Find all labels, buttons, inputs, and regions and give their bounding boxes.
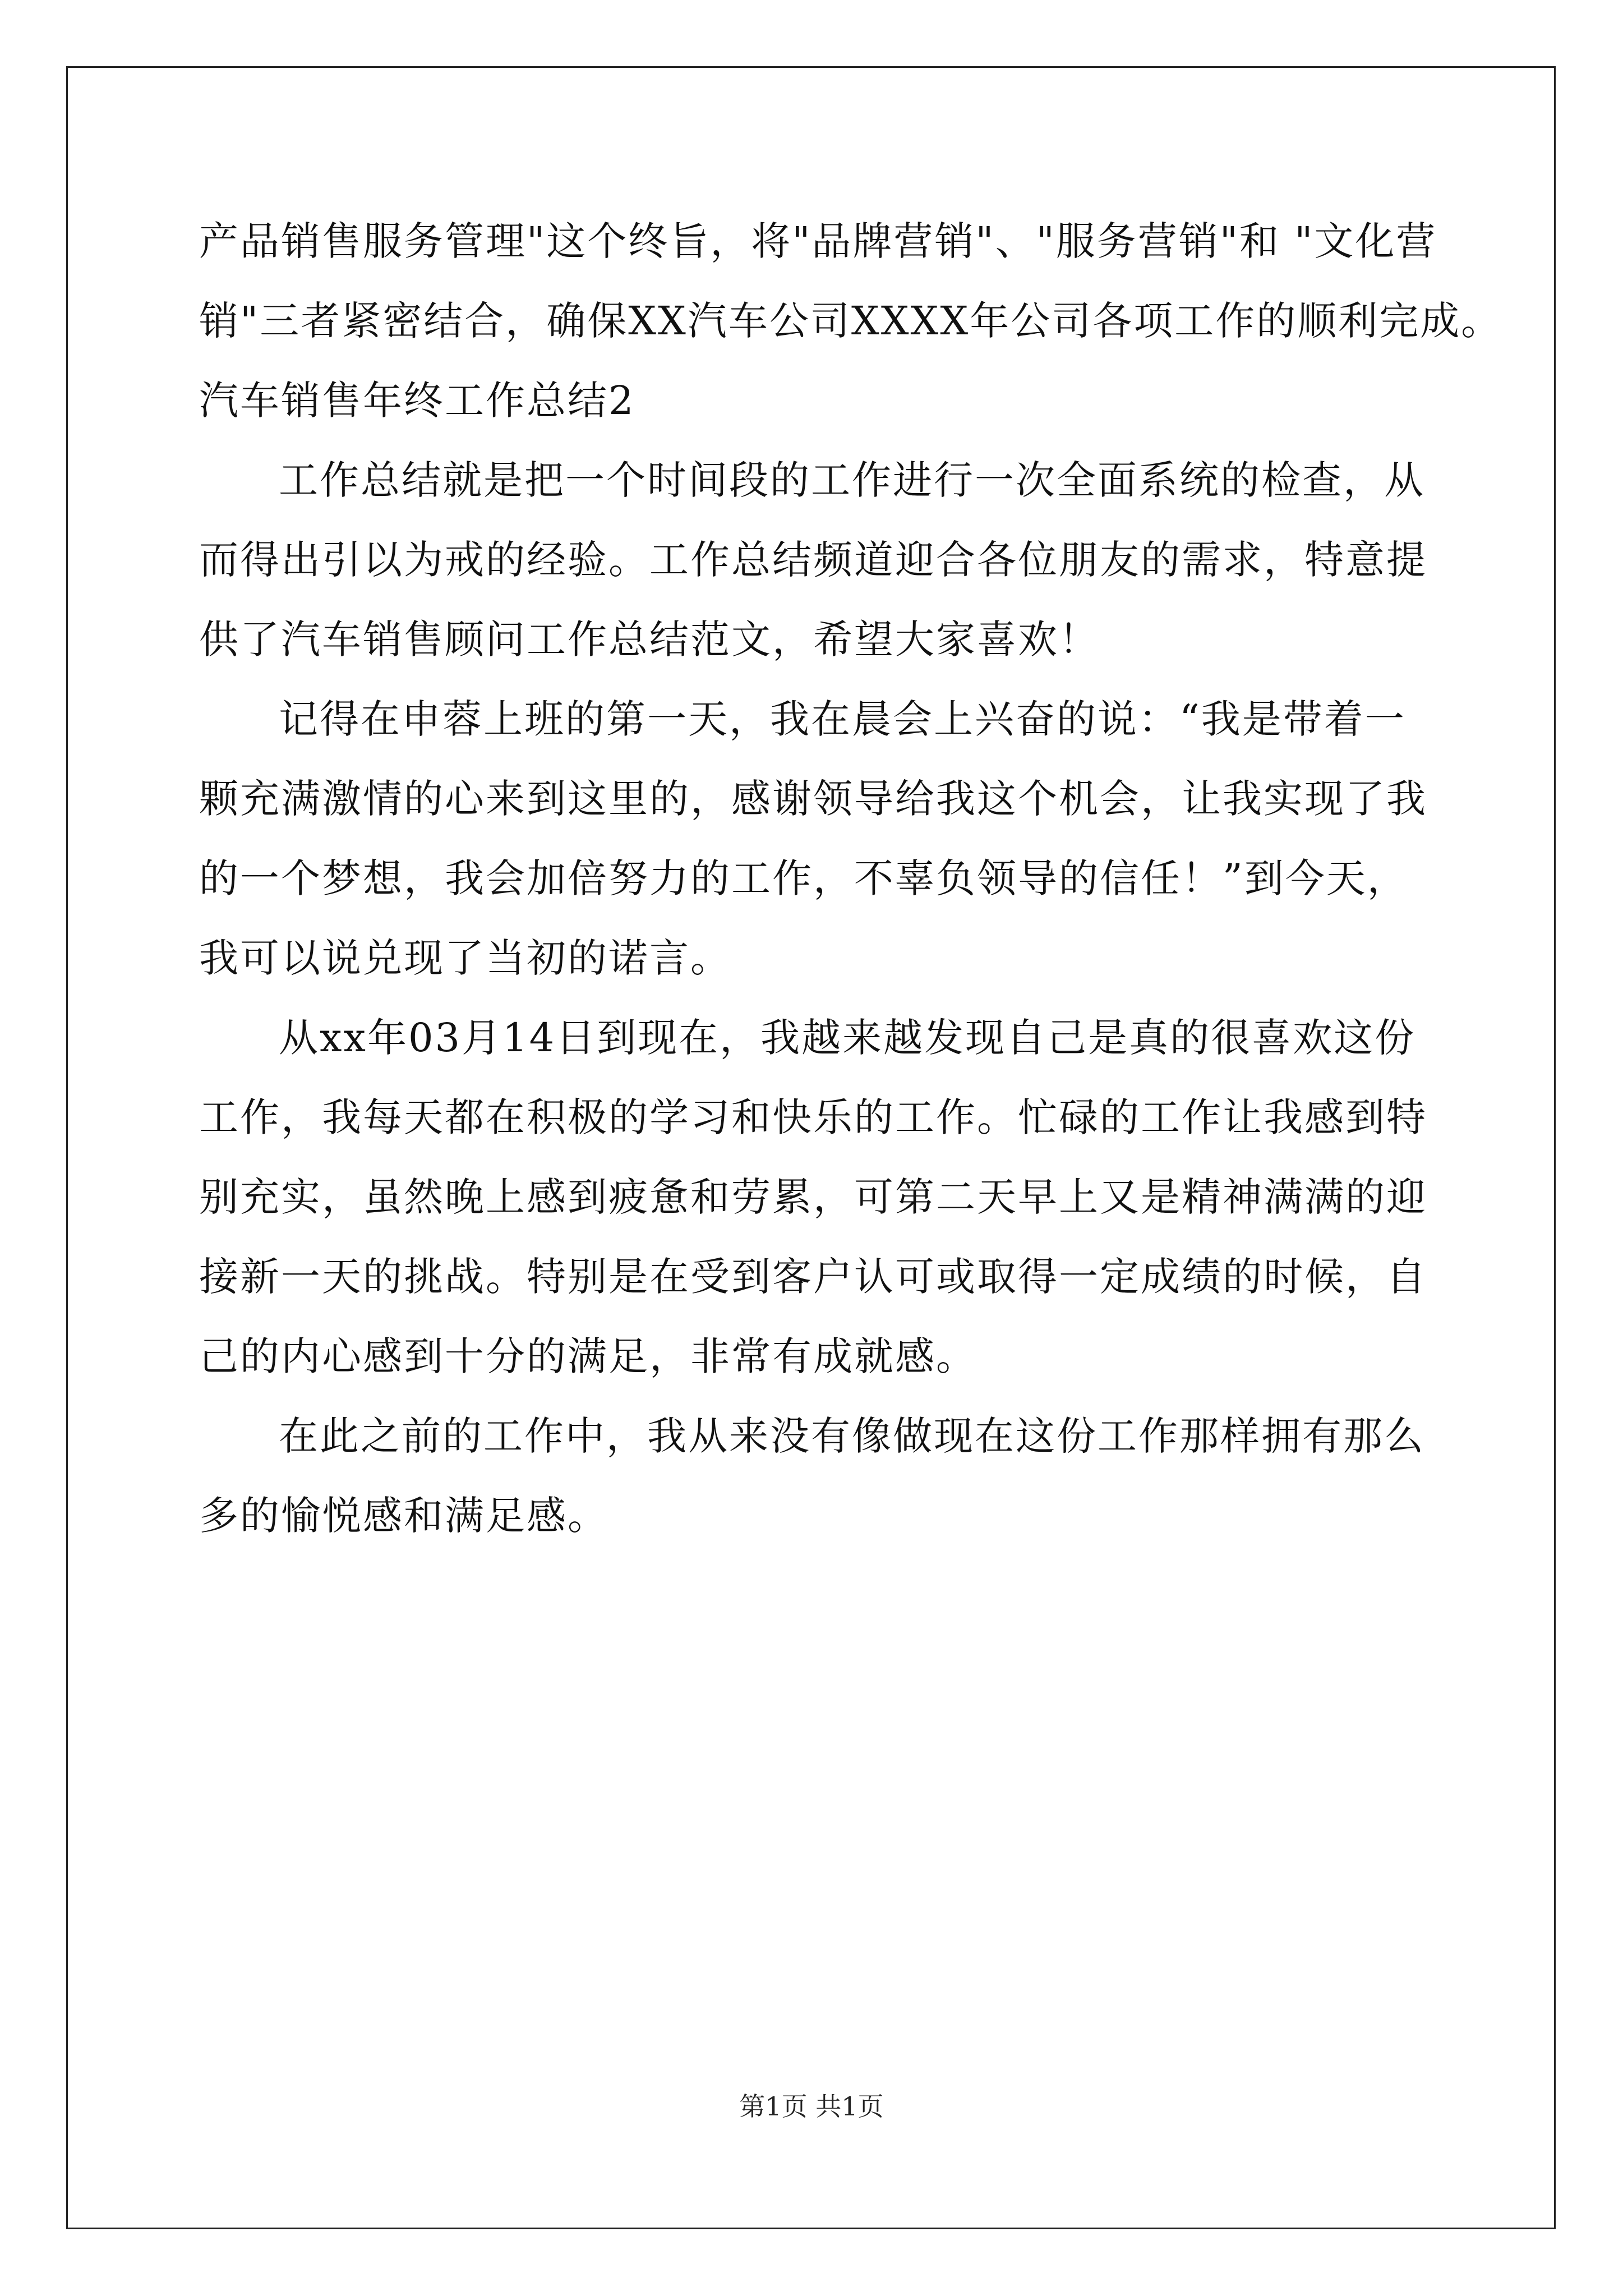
- paragraph-3-line-1: 从xx年03月14日到现在，我越来越发现自己是真的很喜欢这份: [279, 1015, 1416, 1061]
- paragraph-2-line-3: 的一个梦想，我会加倍努力的工作，不辜负领导的信任！”到今天，: [199, 855, 1408, 901]
- paragraph-1-line-2: 而得出引以为戒的经验。工作总结频道迎合各位朋友的需求，特意提: [199, 537, 1427, 583]
- paragraph-1-line-1: 工作总结就是把一个时间段的工作进行一次全面系统的检查，从: [279, 457, 1425, 503]
- paragraph-2-line-1: 记得在申蓉上班的第一天，我在晨会上兴奋的说：“我是带着一: [279, 696, 1406, 742]
- section-heading: 汽车销售年终工作总结2: [199, 378, 635, 424]
- page-number-footer: 第1页 共1页: [739, 2091, 884, 2122]
- paragraph-2-line-2: 颗充满激情的心来到这里的，感谢领导给我这个机会，让我实现了我: [199, 776, 1427, 822]
- paragraph-3-line-2: 工作，我每天都在积极的学习和快乐的工作。忙碌的工作让我感到特: [199, 1094, 1427, 1140]
- text-line-1: 产品销售服务管理"这个终旨，将"品牌营销"、"服务营销"和 "文化营: [199, 218, 1437, 264]
- paragraph-2-line-4: 我可以说兑现了当初的诺言。: [199, 935, 731, 981]
- paragraph-3-line-4: 接新一天的挑战。特别是在受到客户认可或取得一定成绩的时候，自: [199, 1254, 1427, 1300]
- text-line-2: 销"三者紧密结合，确保XX汽车公司XXXX年公司各项工作的顺利完成。: [199, 298, 1502, 344]
- paragraph-1-line-3: 供了汽车销售顾问工作总结范文，希望大家喜欢！: [199, 616, 1100, 662]
- paragraph-3-line-5: 己的内心感到十分的满足，非常有成就感。: [199, 1333, 977, 1379]
- paragraph-4-line-2: 多的愉悦感和满足感。: [199, 1493, 608, 1539]
- paragraph-4-line-1: 在此之前的工作中，我从来没有像做现在这份工作那样拥有那么: [279, 1413, 1425, 1459]
- paragraph-3-line-3: 别充实，虽然晚上感到疲惫和劳累，可第二天早上又是精神满满的迎: [199, 1174, 1427, 1220]
